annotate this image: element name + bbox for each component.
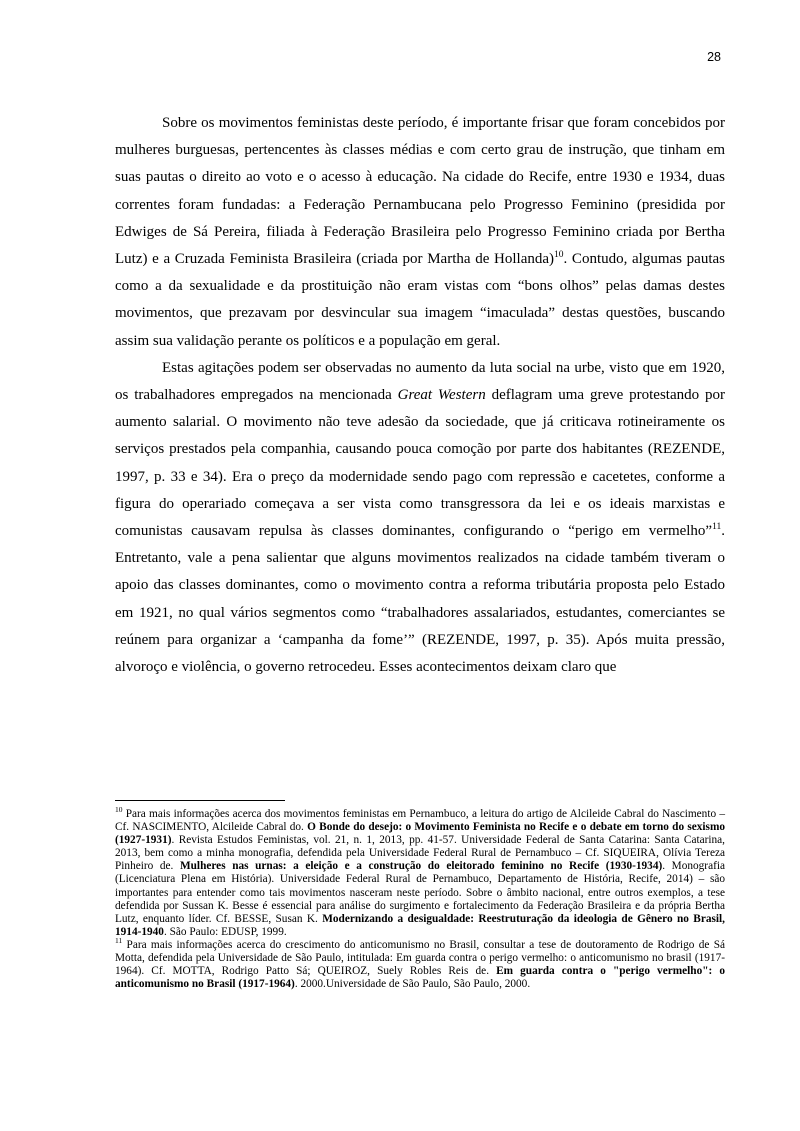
- footnote-bold-title: Mulheres nas urnas: a eleição e a construção do eleitorado feminino no Recife (1930-1934): [179, 860, 663, 873]
- italic-term: Great Western: [397, 387, 486, 404]
- paragraph-text: . Contudo, algumas pautas como a da sexualidade e da prostituição não eram vistas com “bons olhos” pelas damas destes movimentos, que prezavam por desvincular sua imagem “imaculada” destas questões, buscando assim sua validação perante os políticos e a população em geral.: [115, 251, 726, 349]
- footnotes: [115, 805, 726, 991]
- footnote-bold-title: O Bonde do desejo: o Movimento Feminista no Recife e o debate em torno do sexismo (1927-1931): [115, 821, 726, 847]
- footnote-reference: 11: [712, 522, 722, 533]
- paragraph-text: Sobre os movimentos feministas deste período, é importante frisar que foram concebidos por mulheres burguesas, pertencentes às classes médias e com certo grau de instrução, que tinham em suas pautas o direito ao voto e o acesso à educação. Na cidade do Recife, entre 1930 e 1934, duas correntes foram fundadas: a Federação Pernambucana pelo Progresso Feminino (presidida por Edwiges de Sá Pereira, filiada à Federação Brasileira pelo Progresso Feminino criada por Bertha Lutz) e a Cruzada Feminista Brasileira (criada por Martha de Hollanda): [115, 115, 725, 268]
- paragraph: [115, 355, 725, 681]
- footnote-bold-title: Modernizando a desigualdade: Reestruturação da ideologia de Gênero no Brasil, 1914-1940: [115, 912, 725, 938]
- paragraph-text: Estas agitações podem ser observadas no aumento da luta social na urbe, visto que em 1920, os trabalhadores empregados na mencionada: [115, 359, 725, 404]
- footnote: [115, 805, 726, 939]
- footnote: [115, 936, 725, 991]
- footnote-number: 10: [115, 805, 123, 815]
- footnote-text: . 2000.Universidade de São Paulo, São Paulo, 2000.: [294, 978, 531, 991]
- page-number: 28: [707, 50, 721, 64]
- paragraph-text: deflagram uma greve protestando por aumento salarial. O movimento não teve adesão da sociedade, que já criticava rotineiramente os serviços prestados pela companhia, causando pouca comoção por parte dos habitantes (REZENDE, 1997, p. 33 e 34). Era o preço da modernidade sendo pago com repressão e cacetetes, conforme a figura do operariado começava a ser vista como transgressora da lei e os ideais marxistas e comunistas causavam repulsa às classes dominantes, configurando o “perigo em vermelho”: [115, 387, 725, 540]
- paragraph: [115, 110, 725, 355]
- footnote-text: . São Paulo: EDUSP, 1999.: [163, 925, 287, 938]
- footnote-text: . Revista Estudos Feministas, vol. 21, n. 1, 2013, pp. 41-57. Universidade Federal de Santa Catarina: Santa Catarina, 2013, bem como a minha monografia, defendida pela Universidade Federal Rural de Pernambuco – Cf. SIQUEIRA, Olívia Tereza Pinheiro de.: [115, 834, 725, 873]
- paragraph-text: . Entretanto, vale a pena salientar que alguns movimentos realizados na cidade também tiveram o apoio das classes dominantes, como o movimento contra a reforma tributária proposta pelo Estado em 1921, no qual vários segmentos como “trabalhadores assalariados, estudantes, comerciantes se reúnem para organizar a ‘campanha da fome’” (REZENDE, 1997, p. 35). Após muita pressão, alvoroço e violência, o governo retrocedeu. Esses acontecimentos deixam claro que: [115, 523, 725, 676]
- footnote-text: . Monografia (Licenciatura Plena em História). Universidade Federal Rural de Pernambuco, Departamento de História, Recife, 2014) – são importantes para entender como tais movimentos nasceram neste período. Sobre o âmbito nacional, entre outros exemplos, a tese defendida por Sussan K. Besse é essencial para análise do surgimento e fortalecimento da Federação Brasileira e da própria Bertha Lutz, enquanto líder. Cf. BESSE, Susan K.: [115, 860, 725, 925]
- footnote-bold-title: Em guarda contra o "perigo vermelho": o anticomunismo no Brasil (1917-1964): [115, 965, 725, 991]
- footnote-number: 11: [115, 936, 123, 946]
- footnote-text: Para mais informações acerca dos movimentos feministas em Pernambuco, a leitura do artigo de Alcileide Cabral do Nascimento – Cf. NASCIMENTO, Alcileide Cabral do.: [115, 808, 725, 834]
- body-text: [115, 110, 725, 681]
- footnote-text: Para mais informações acerca do crescimento do anticomunismo no Brasil, consultar a tese de doutoramento de Rodrigo de Sá Motta, defendida pela Universidade de São Paulo, intitulada: Em guarda contra o perigo vermelho: o anticomunismo no brasil (1917-1964). Cf. MOTTA, Rodrigo Patto Sá; QUEIROZ, Suely Robles Reis de.: [115, 938, 725, 978]
- footnote-separator: [115, 800, 285, 801]
- footnote-reference: 10: [554, 250, 564, 261]
